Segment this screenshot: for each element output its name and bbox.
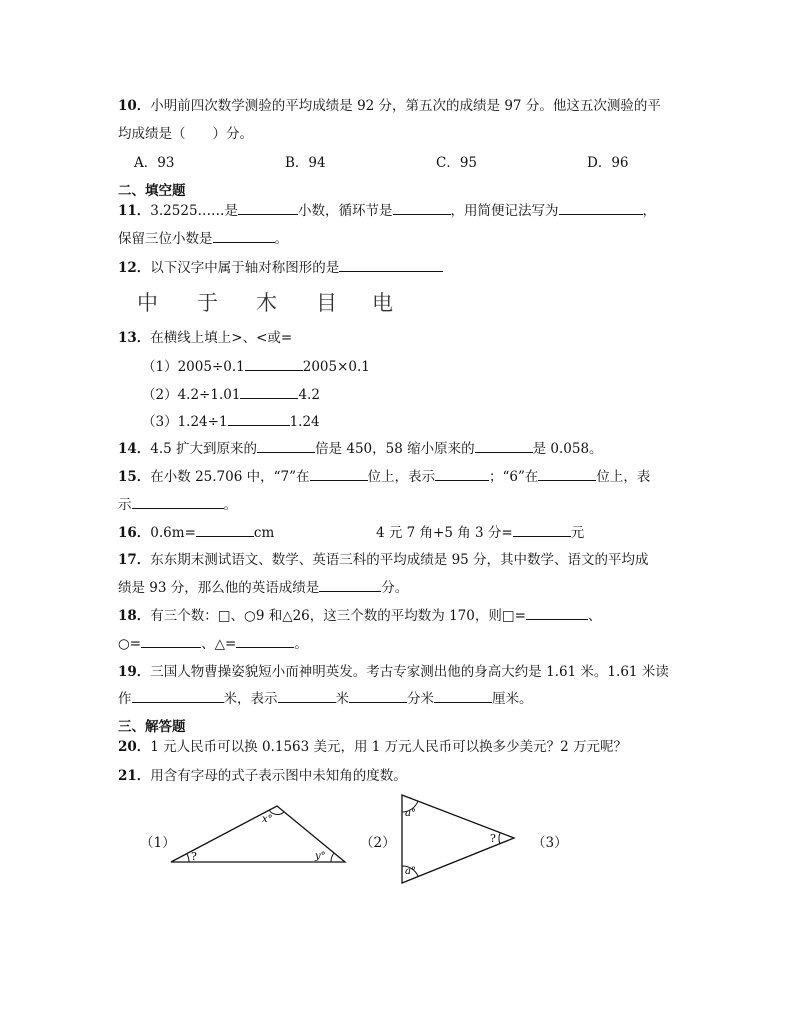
- q18-text-a: 有三个数：□、○9 和△26，这三个数的平均数为 170，则□=: [150, 608, 526, 624]
- q19-blank-4[interactable]: [434, 690, 492, 703]
- q10-line2: 均成绩是（ ）分。: [118, 126, 253, 142]
- q10-number: 10．: [118, 98, 151, 114]
- q19-blank-2[interactable]: [278, 690, 336, 703]
- q12-number: 12．: [118, 260, 151, 276]
- q10-line1: [118, 94, 661, 114]
- q13-item-1-left: （1）2005÷0.1: [142, 359, 245, 375]
- q10-option-a[interactable]: A．93: [134, 155, 175, 171]
- q20-line: [118, 735, 627, 755]
- q16-line: [118, 521, 274, 541]
- fig1-label-top: x°: [262, 814, 273, 825]
- q11-text-f: 。: [274, 231, 288, 247]
- q19-text-e: 厘米。: [492, 691, 533, 707]
- q11-blank-2[interactable]: [393, 202, 451, 215]
- q15-text-d: 位上，表: [596, 469, 651, 485]
- q11-blank-1[interactable]: [238, 202, 298, 215]
- q13-blank-3[interactable]: [228, 413, 290, 426]
- q11-text-c: ，用简便记法写为: [450, 203, 559, 219]
- fig2-label-bottom: a°: [405, 866, 416, 877]
- q15-blank-3[interactable]: [538, 468, 596, 481]
- q12-char-dian: 电: [372, 291, 393, 315]
- q11-text-e: 保留三位小数是: [118, 231, 213, 247]
- q12-char-zhong: 中: [137, 291, 158, 315]
- q16-number: 16．: [118, 525, 151, 541]
- q18-line1: [118, 604, 601, 624]
- q13-text: 在横线上填上>、<或=: [150, 330, 293, 346]
- q14-text-b: 倍是 450，58 缩小原来的: [315, 441, 475, 457]
- q19-text-d: 分米: [407, 691, 434, 707]
- q19-number: 19．: [118, 664, 151, 680]
- q11-number: 11．: [118, 203, 151, 219]
- q11-text-d: ，: [642, 203, 657, 219]
- q17-text-a: 绩是 93 分，那么他的英语成绩是: [118, 580, 320, 596]
- q12-line: [118, 256, 443, 276]
- fig2-label-top: a°: [405, 808, 416, 819]
- q10-option-d[interactable]: D．96: [587, 155, 629, 171]
- q11-blank-4[interactable]: [213, 230, 275, 243]
- q13-item-1-right: 2005×0.1: [302, 359, 370, 375]
- q19-blank-3[interactable]: [349, 690, 407, 703]
- q18-blank-2[interactable]: [141, 635, 201, 648]
- fig2-label-right: ?: [490, 832, 496, 845]
- q20-number: 20．: [118, 739, 151, 755]
- q16-text-c: 4 元 7 角+5 角 3 分=: [376, 525, 513, 541]
- q13-item-3-right: 1.24: [289, 414, 320, 430]
- q12-char-mu2: 目: [316, 291, 337, 315]
- fig1-label-right: y°: [315, 851, 326, 862]
- q12-char-mu: 木: [256, 291, 277, 315]
- q18-text-c: ○=: [118, 636, 142, 652]
- q15-text-f: 。: [223, 497, 237, 513]
- q12-text: 以下汉字中属于轴对称图形的是: [150, 260, 340, 276]
- q13-item-2: [142, 383, 320, 403]
- q18-line2: [118, 632, 308, 652]
- q19-text-a: 作: [118, 691, 132, 707]
- angle-arc-right: [331, 853, 334, 862]
- q16-blank-2[interactable]: [513, 524, 571, 537]
- q16-text-b: cm: [253, 525, 275, 541]
- q17-blank[interactable]: [319, 579, 381, 592]
- q21-label-3: （3）: [532, 835, 568, 851]
- q15-text-a: 在小数 25.706 中，“7”在: [150, 469, 310, 485]
- q14-blank-2[interactable]: [475, 440, 533, 453]
- q21-line: [118, 764, 407, 784]
- q21-text: 用含有字母的式子表示图中未知角的度数。: [150, 768, 407, 784]
- q16-text-d: 元: [570, 525, 585, 541]
- q17-line2: [118, 576, 408, 596]
- section2-heading: 二、填空题: [118, 183, 186, 199]
- q15-number: 15．: [118, 469, 151, 485]
- angle-arc-right-2: [499, 833, 500, 844]
- q18-text-e: 。: [294, 636, 308, 652]
- q21-label-2: （2）: [360, 835, 396, 851]
- q15-text-b: 位上，表示: [367, 469, 436, 485]
- q15-blank-1[interactable]: [310, 468, 368, 481]
- q11-blank-3[interactable]: [559, 202, 643, 215]
- q17-line1: [118, 548, 649, 568]
- q17-text-b: 分。: [381, 580, 409, 596]
- q13-item-3: [142, 410, 320, 430]
- q18-number: 18．: [118, 608, 151, 624]
- q21-number: 21．: [118, 768, 151, 784]
- q15-text-c: ；“6”在: [489, 469, 539, 485]
- q13-number: 13．: [118, 330, 151, 346]
- angle-arc-left: [187, 854, 189, 862]
- q13-item-1: [142, 355, 370, 375]
- q18-text-b: 、: [587, 608, 602, 624]
- q21-label-1: （1）: [140, 835, 176, 851]
- q13-item-2-right: 4.2: [298, 387, 320, 403]
- fig1-label-left: ?: [191, 850, 197, 863]
- q18-blank-3[interactable]: [236, 635, 294, 648]
- q15-line2: [118, 493, 237, 513]
- q19-text-b: 米，表示: [223, 691, 278, 707]
- q13-item-2-left: （2）4.2÷1.01: [142, 387, 241, 403]
- q15-line1: [118, 465, 650, 485]
- q19-text-line1: 三国人物曹操姿貌短小而神明英发。考古专家测出他的身高大约是 1.61 米。1.61 米读: [150, 664, 669, 680]
- q21-figure-2: [392, 790, 522, 890]
- q18-blank-1[interactable]: [526, 607, 588, 620]
- q10-option-c[interactable]: C．95: [436, 155, 478, 171]
- section3-heading: 三、解答题: [118, 719, 186, 735]
- q13-blank-1[interactable]: [245, 358, 303, 371]
- q11-line1: [118, 199, 656, 219]
- q12-blank[interactable]: [339, 259, 443, 272]
- q14-blank-1[interactable]: [257, 440, 315, 453]
- q19-line1: [118, 660, 669, 680]
- q19-blank-1[interactable]: [132, 690, 224, 703]
- q19-text-c: 米: [335, 691, 349, 707]
- q10-text-line1: 小明前四次数学测验的平均成绩是 92 分，第五次的成绩是 97 分。他这五次测验的平: [150, 98, 661, 114]
- q16-line-b: [376, 521, 584, 541]
- q15-blank-2[interactable]: [435, 468, 489, 481]
- q17-number: 17．: [118, 552, 151, 568]
- q11-text-b: 小数，循环节是: [298, 203, 393, 219]
- q13-line: [118, 326, 292, 346]
- q19-line2: [118, 687, 533, 707]
- q10-option-b[interactable]: B．94: [285, 155, 326, 171]
- triangle-2: [402, 795, 514, 883]
- q13-blank-2[interactable]: [240, 386, 298, 399]
- q14-text-c: 是 0.058。: [532, 441, 603, 457]
- q11-line2: [118, 227, 288, 247]
- q16-text-a: 0.6m=: [150, 525, 196, 541]
- q12-char-yu: 于: [197, 291, 218, 315]
- q18-text-d: 、△=: [201, 636, 237, 652]
- q17-text-line1: 东东期末测试语文、数学、英语三科的平均成绩是 95 分，其中数学、语文的平均成: [150, 552, 649, 568]
- q11-text-a: 3.2525……是: [150, 203, 239, 219]
- q14-number: 14．: [118, 441, 151, 457]
- q15-text-e: 示: [118, 497, 132, 513]
- q14-line: [118, 437, 603, 457]
- q13-item-3-left: （3）1.24÷1: [142, 414, 228, 430]
- q14-text-a: 4.5 扩大到原来的: [150, 441, 258, 457]
- q15-blank-4[interactable]: [132, 496, 224, 509]
- q21-figure-1: [165, 800, 355, 870]
- q16-blank-1[interactable]: [196, 524, 254, 537]
- q20-text: 1 元人民币可以换 0.1563 美元，用 1 万元人民币可以换多少美元？2 万元呢？: [150, 739, 628, 755]
